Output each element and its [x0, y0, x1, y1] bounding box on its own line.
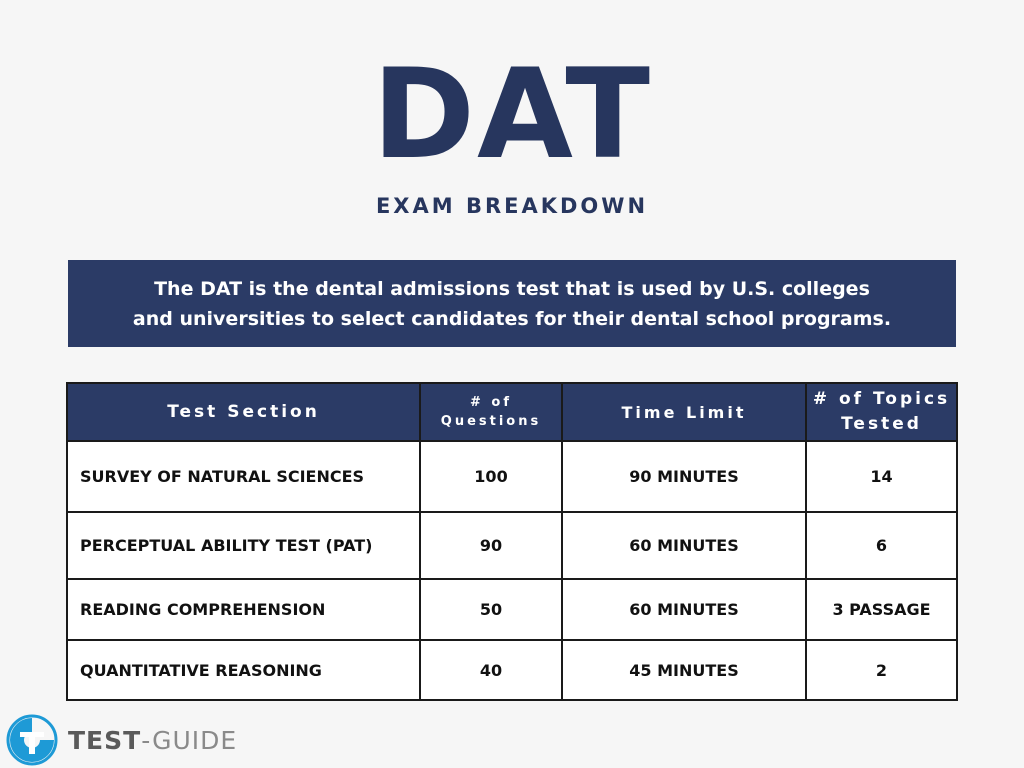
column-header-questions: # of Questions	[420, 383, 562, 441]
time-cell: 60 MINUTES	[562, 579, 806, 640]
topics-cell: 6	[806, 512, 957, 579]
exam-breakdown-table	[66, 382, 958, 701]
questions-cell: 50	[420, 579, 562, 640]
section-cell: PERCEPTUAL ABILITY TEST (PAT)	[67, 512, 420, 579]
section-cell: READING COMPREHENSION	[67, 579, 420, 640]
topics-cell: 2	[806, 640, 957, 700]
logo-suffix: -GUIDE	[141, 725, 238, 755]
questions-cell: 90	[420, 512, 562, 579]
table-row	[67, 512, 957, 579]
table-row	[67, 640, 957, 700]
description-banner	[68, 260, 956, 347]
section-cell: QUANTITATIVE REASONING	[67, 640, 420, 700]
column-header-time-limit: Time Limit	[562, 383, 806, 441]
questions-cell: 40	[420, 640, 562, 700]
time-cell: 90 MINUTES	[562, 441, 806, 512]
column-header-test-section: Test Section	[67, 383, 420, 441]
column-header-topics: # of Topics Tested	[806, 383, 957, 441]
test-guide-logo	[6, 712, 237, 768]
section-cell: SURVEY OF NATURAL SCIENCES	[67, 441, 420, 512]
table-row	[67, 579, 957, 640]
tg-logo-icon	[6, 714, 58, 766]
page-subtitle: EXAM BREAKDOWN	[375, 194, 649, 218]
time-cell: 45 MINUTES	[562, 640, 806, 700]
topics-cell: 14	[806, 441, 957, 512]
topics-cell: 3 PASSAGE	[806, 579, 957, 640]
time-cell: 60 MINUTES	[562, 512, 806, 579]
logo-wordmark	[68, 726, 237, 755]
questions-cell: 100	[420, 441, 562, 512]
description-text: The DAT is the dental admissions test that is used by U.S. colleges and universities to select candidates for their dental school programs.	[132, 277, 892, 330]
table-header-row	[67, 383, 957, 441]
table-row	[67, 441, 957, 512]
page-title: DAT	[372, 43, 652, 187]
logo-brand: TEST	[68, 725, 142, 755]
